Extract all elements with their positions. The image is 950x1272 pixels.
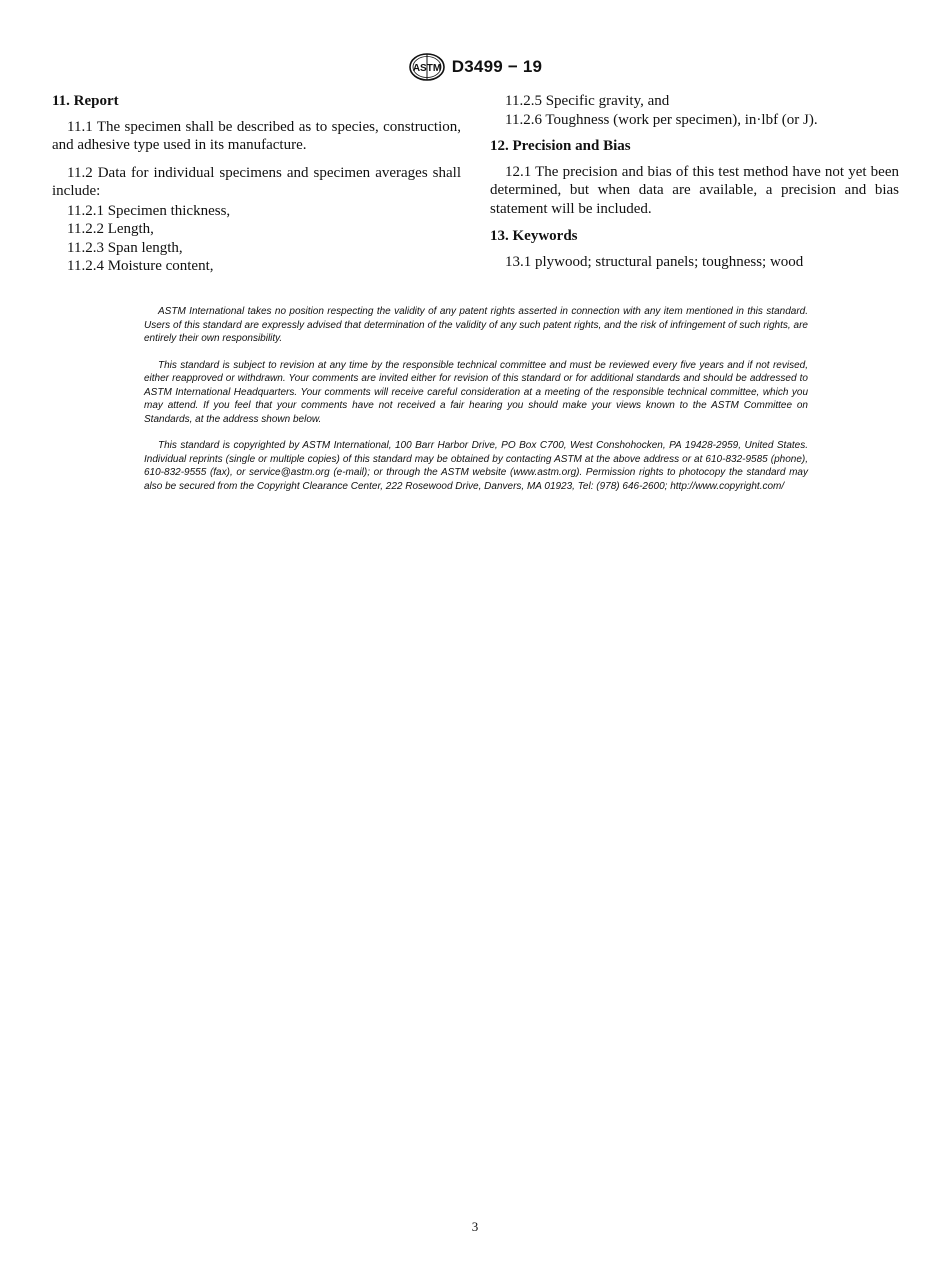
left-column <box>52 92 461 276</box>
section-12-heading: 12. Precision and Bias <box>490 138 631 154</box>
list-item-11-2-3: 11.2.3 Span length, <box>67 239 183 256</box>
svg-text:ASTM: ASTM <box>412 63 441 74</box>
page-header <box>0 52 950 82</box>
paragraph-11-2: 11.2 Data for individual specimens and specimen averages shall include: <box>52 164 461 199</box>
list-item-11-2-6: 11.2.6 Toughness (work per specimen), in·lbf (or J). <box>505 111 818 128</box>
right-column <box>490 92 899 280</box>
copyright-notice: This standard is copyrighted by ASTM International, 100 Barr Harbor Drive, PO Box C700, West Conshohocken, PA 19428-2959, United States. Individual reprints (single or multiple copies) of this standard may be obtained by contacting ASTM at the above address or at 610-832-9585 (phone), 610-832-9555 (fax), or service@astm.org (e-mail); or through the ASTM website (www.astm.org). Permission rights to photocopy the standard may also be secured from the Copyright Clearance Center, 222 Rosewood Drive, Danvers, MA 01923, Tel: (978) 646-2600; http://www.copyright.com/ <box>144 440 808 492</box>
section-13-heading: 13. Keywords <box>490 228 578 244</box>
list-item-11-2-4: 11.2.4 Moisture content, <box>67 258 214 274</box>
list-item-11-2-5: 11.2.5 Specific gravity, and <box>505 93 670 109</box>
patent-notice: ASTM International takes no position respecting the validity of any patent rights asserted in connection with any item mentioned in this standard. Users of this standard are expressly advised that determination of the validity of any such patent rights, and the risk of infringement of such rights, are entirely their own responsibility. <box>144 306 808 344</box>
revision-notice: This standard is subject to revision at any time by the responsible technical committee and must be reviewed every five years and if not revised, either reapproved or withdrawn. Your comments are invited either for revision of this standard or for additional standards and should be addressed to ASTM International Headquarters. Your comments will receive careful consideration at a meeting of the responsible technical committee, which you may attend. If you feel that your comments have not received a fair hearing you should make your views known to the ASTM Committee on Standards, at the address shown below. <box>144 359 808 425</box>
paragraph-12-1: 12.1 The precision and bias of this test method have not yet been determined, but when data are available, a precision and bias statement will be included. <box>490 163 899 217</box>
paragraph-13-1: 13.1 plywood; structural panels; toughness; wood <box>505 253 804 270</box>
list-item-11-2-2: 11.2.2 Length, <box>67 221 154 237</box>
legal-notices <box>144 305 808 506</box>
page-number: 3 <box>471 1219 479 1234</box>
astm-logo-icon <box>408 52 446 82</box>
list-item-11-2-1: 11.2.1 Specimen thickness, <box>67 202 231 219</box>
paragraph-11-1: 11.1 The specimen shall be described as to species, construction, and adhesive type used in its manufacture. <box>52 118 461 153</box>
section-11-heading: 11. Report <box>52 93 119 109</box>
document-designation: D3499 − 19 <box>451 57 543 76</box>
